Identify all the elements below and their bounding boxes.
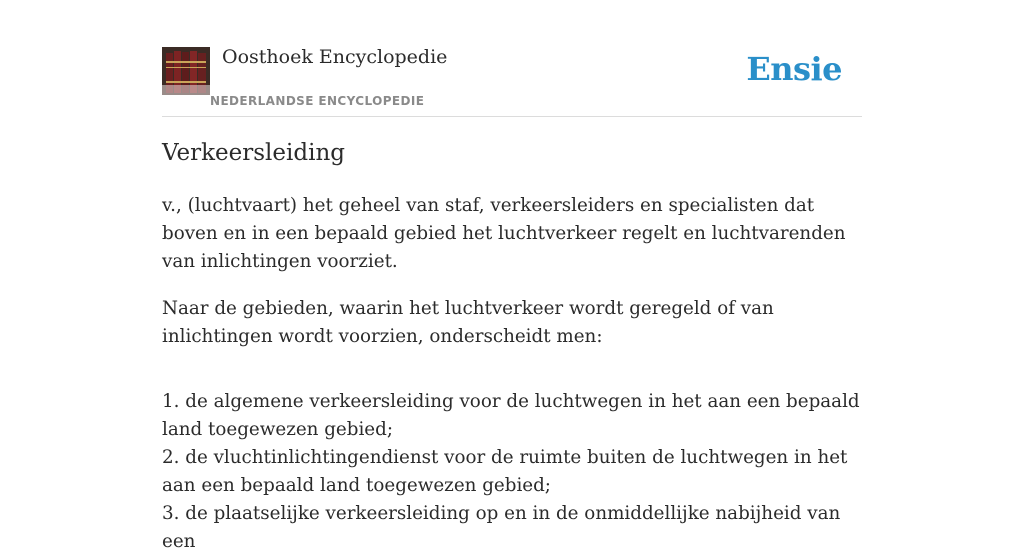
article-list <box>162 388 862 556</box>
page <box>162 0 862 552</box>
list-item: 1. de algemene verkeersleiding voor de luchtwegen in het aan een bepaald land toegewezen gebied; <box>162 391 860 440</box>
list-item: 3. de plaatselijke verkeersleiding op en in de onmiddellijke nabijheid van een <box>162 503 841 552</box>
article-title: Verkeersleiding <box>162 140 346 166</box>
site-subtitle: NEDERLANDSE ENCYCLOPEDIE <box>210 94 425 108</box>
list-item: 2. de vluchtinlichtingendienst voor de ruimte buiten de luchtwegen in het aan een bepaald land toegewezen gebied; <box>162 447 848 496</box>
article-body <box>162 192 862 556</box>
brand-logo[interactable]: Ensie <box>746 50 842 88</box>
encyclopedia-books-icon[interactable] <box>162 47 210 95</box>
site-header <box>162 0 862 117</box>
article-paragraph: Naar de gebieden, waarin het luchtverkeer wordt geregeld of van inlichtingen wordt voorzien, onderscheidt men: <box>162 298 774 347</box>
article-paragraph: v., (luchtvaart) het geheel van staf, verkeersleiders en specialisten dat boven en in een bepaald gebied het luchtverkeer regelt en luchtvarenden van inlichtingen voorziet. <box>162 195 846 272</box>
site-name[interactable]: Oosthoek Encyclopedie <box>222 46 448 68</box>
